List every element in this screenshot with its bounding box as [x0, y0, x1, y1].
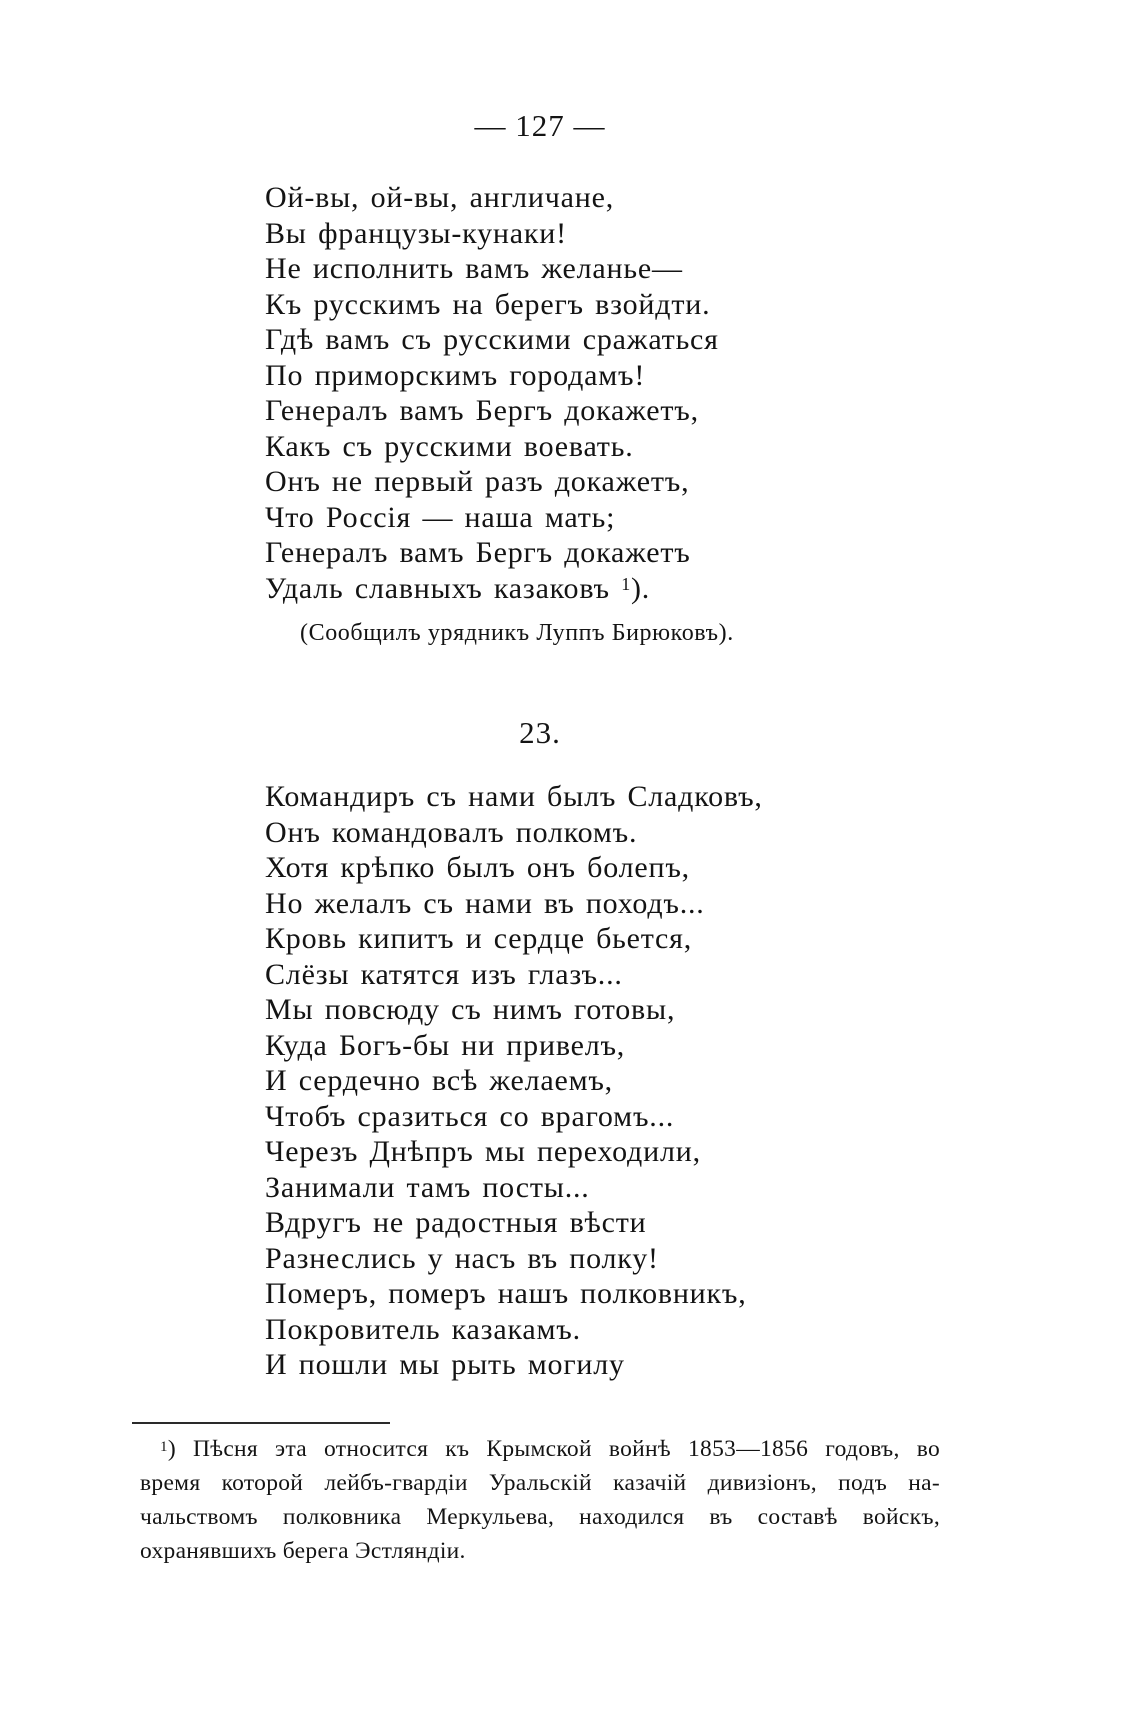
footnote-marker: 1	[160, 1439, 168, 1455]
verse-line: Что Россія — наша мать;	[265, 500, 616, 534]
verse-line: Померъ, померъ нашъ полковникъ,	[265, 1277, 747, 1310]
verse-line: Покровитель казакамъ.	[265, 1312, 581, 1346]
verse-line: Разнеслись у насъ въ полку!	[265, 1241, 659, 1275]
verse-line: И сердечно всѣ желаемъ,	[265, 1064, 613, 1097]
verse-line-with-footnote	[265, 571, 719, 607]
verse-line: Какъ съ русскими воевать.	[265, 429, 634, 463]
verse-line: Не исполнить вамъ желанье—	[265, 252, 683, 285]
footnote-line-text: Пѣсня эта относится къ Крымской войнѣ 1853—1856 годовъ, во	[192, 1436, 940, 1462]
footnote-line	[140, 1432, 940, 1466]
verse-line: Къ русскимъ на берегъ взойдти.	[265, 287, 711, 321]
verse-line: Мы повсюду съ нимъ готовы,	[265, 993, 676, 1026]
verse-line: Генералъ вамъ Бергъ докажетъ,	[265, 394, 699, 427]
footnote-reference[interactable]: 1	[621, 573, 631, 594]
verse-line: Ой-вы, ой-вы, англичане,	[265, 181, 615, 214]
footnote-divider	[132, 1422, 390, 1424]
verse-line-suffix: ).	[631, 571, 651, 605]
verse-line: Командиръ съ нами былъ Сладковъ,	[265, 780, 763, 813]
verse-line: Вдругъ не радостныя вѣсти	[265, 1206, 647, 1239]
verse-line: Онъ не первый разъ докажетъ,	[265, 465, 690, 498]
verse-line: Черезъ Днѣпръ мы переходили,	[265, 1135, 701, 1168]
verse-line: Слёзы катятся изъ глазъ...	[265, 957, 623, 991]
page-number: — 127 —	[474, 108, 606, 143]
verse-line: Гдѣ вамъ съ русскими сражаться	[265, 323, 719, 356]
verse-line-text: Удаль славныхъ казаковъ	[265, 571, 610, 605]
verse-line: Генералъ вамъ Бергъ докажетъ	[265, 536, 691, 569]
attribution: (Сообщилъ урядникъ Луппъ Бирюковъ).	[300, 620, 734, 646]
verse-line: И пошли мы рыть могилу	[265, 1348, 625, 1381]
verse-english-french	[265, 180, 719, 606]
footnote-marker-suffix: )	[167, 1436, 176, 1462]
verse-line: Кровь кипитъ и сердце бьется,	[265, 922, 693, 955]
footnote-line: чальствомъ полковника Меркульева, находился въ составѣ войскъ,	[140, 1504, 940, 1530]
verse-line: Чтобъ сразиться со врагомъ...	[265, 1099, 675, 1133]
section-number: 23.	[519, 715, 561, 750]
verse-line: Куда Богъ-бы ни привелъ,	[265, 1028, 626, 1062]
footnote	[140, 1432, 940, 1568]
verse-line: Вы французы-кунаки!	[265, 216, 567, 250]
verse-line: Но желалъ съ нами въ походъ...	[265, 886, 705, 920]
footnote-line: охранявшихъ берега Эстляндіи.	[140, 1538, 466, 1564]
verse-line: Хотя крѣпко былъ онъ болепъ,	[265, 851, 690, 884]
verse-line: Онъ командовалъ полкомъ.	[265, 815, 638, 849]
verse-commander-sladkov	[265, 779, 763, 1383]
verse-line: Занимали тамъ посты...	[265, 1170, 590, 1204]
footnote-line: время которой лейбъ-гвардіи Уральскій казачій дивизіонъ, подъ на-	[140, 1470, 940, 1496]
verse-line: По приморскимъ городамъ!	[265, 358, 646, 392]
